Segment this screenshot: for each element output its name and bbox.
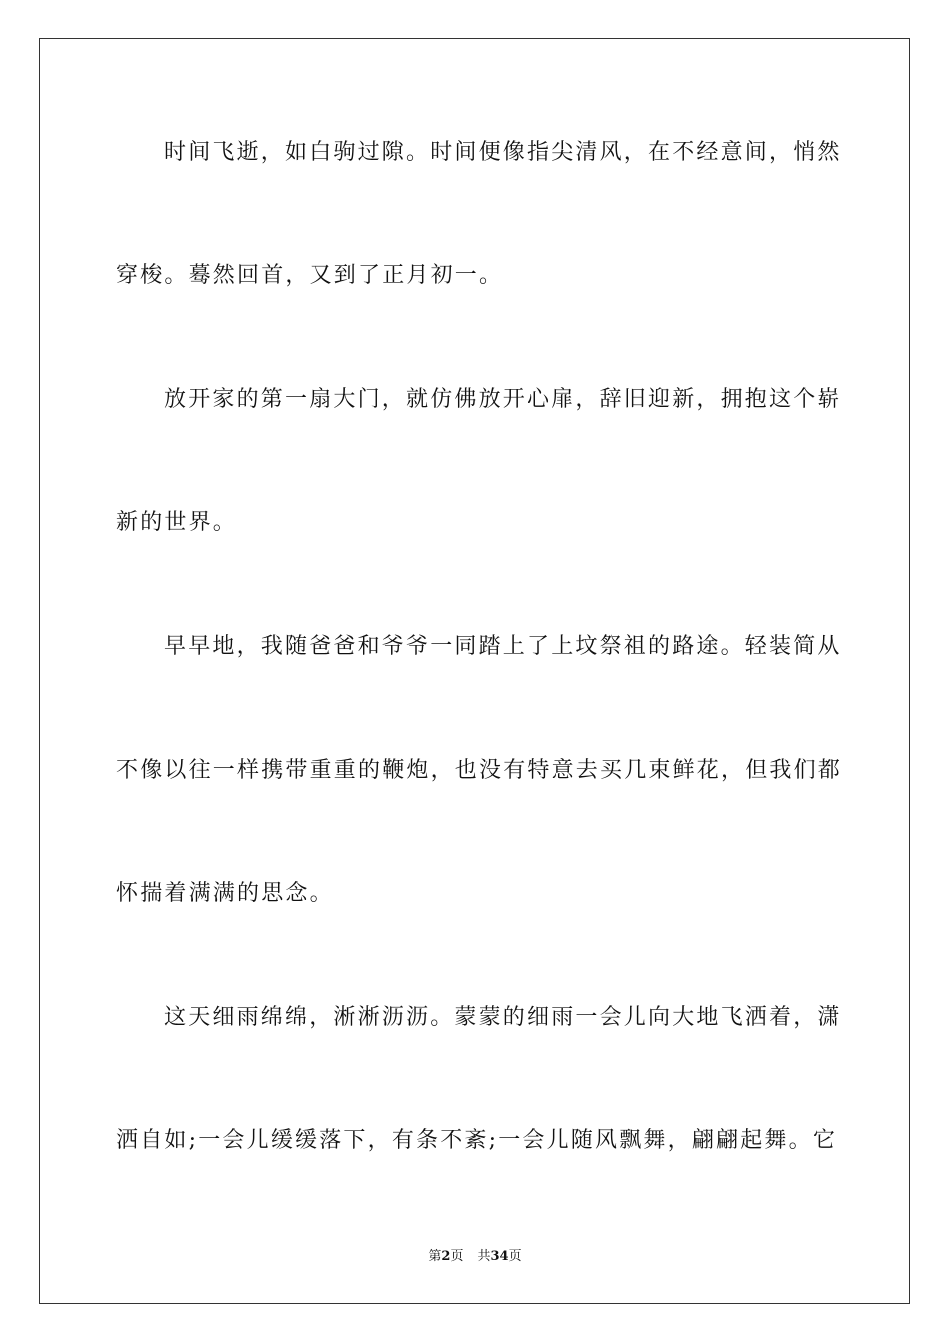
paragraph-line: 穿梭。蓦然回首，又到了正月初一。 [116, 263, 504, 288]
paragraph-line: 放开家的第一扇大门，就仿佛放开心扉，辞旧迎新，拥抱这个崭 [164, 387, 842, 412]
total-pages-prefix: 共 [477, 1249, 491, 1264]
paragraph-line: 怀揣着满满的思念。 [116, 881, 334, 906]
page-number-suffix: 页 [450, 1249, 464, 1264]
total-pages: 34 [490, 1249, 509, 1264]
paragraph-line: 时间飞逝，如白驹过隙。时间便像指尖清风，在不经意间，悄然 [164, 140, 842, 165]
paragraph-line: 洒自如;一会儿缓缓落下，有条不紊;一会儿随风飘舞，翩翩起舞。它 [116, 1128, 838, 1153]
total-pages-suffix: 页 [508, 1249, 522, 1264]
paragraph-line: 早早地，我随爸爸和爷爷一同踏上了上坟祭祖的路途。轻装简从 [164, 634, 842, 659]
paragraph-line: 不像以往一样携带重重的鞭炮，也没有特意去买几束鲜花，但我们都 [116, 758, 843, 783]
page-footer [0, 1248, 950, 1266]
page-number-prefix: 第 [428, 1249, 442, 1264]
paragraph-line: 新的世界。 [116, 510, 238, 535]
page-border [39, 38, 910, 1304]
paragraph-line: 这天细雨绵绵，淅淅沥沥。蒙蒙的细雨一会儿向大地飞洒着，潇 [164, 1005, 842, 1030]
page-number: 2 [441, 1249, 451, 1264]
